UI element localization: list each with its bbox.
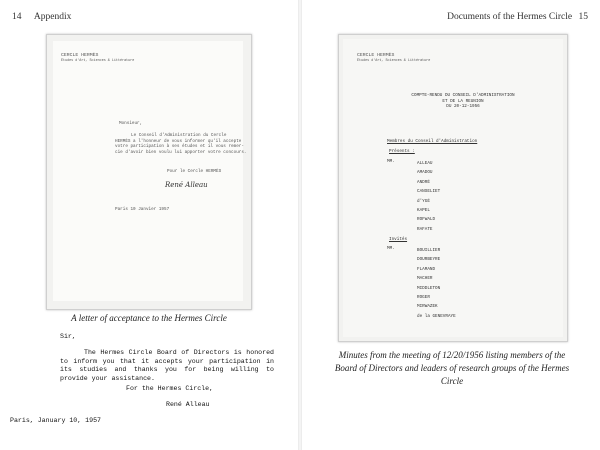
- translation-body: The Hermes Circle Board of Directors is honored to inform you that it accepts your participation in its studies and thanks you for being willing to provide your assistance.: [60, 349, 274, 382]
- running-head: Appendix: [33, 12, 72, 22]
- members-list: [417, 159, 440, 234]
- letter-line: Le Conseil d'Administration du Cercle: [131, 133, 227, 138]
- list-item: ROFWALD: [417, 217, 436, 223]
- list-item: MIDDLETON: [417, 285, 441, 291]
- letterhead: [357, 53, 430, 64]
- letter-salutation: Monsieur,: [119, 121, 143, 126]
- invited-list: [417, 246, 456, 321]
- letter-line: votre participation à ses études et il vous remer-: [115, 144, 244, 150]
- list-item: KAPEL: [417, 208, 430, 214]
- letterhead-title: CERCLE HERMÈS: [61, 53, 99, 58]
- minutes-title-line: COMPTE-RENDU DU CONSEIL D'ADMINISTRATION: [411, 93, 515, 98]
- translation-closing: For the Hermes Circle,: [126, 385, 214, 392]
- letterhead: [61, 53, 134, 64]
- members-prefix: MM.: [387, 159, 395, 164]
- page-number: 14: [12, 12, 22, 22]
- list-item: d'YGÉ: [417, 198, 430, 204]
- list-item: ANDRÉ: [417, 179, 430, 185]
- left-page-header: [12, 12, 71, 22]
- list-item: AMADOU: [417, 170, 433, 176]
- list-item: de la GENEVRAYE: [417, 313, 456, 319]
- minutes-paper: [343, 39, 563, 337]
- letterhead-title: CERCLE HERMÈS: [357, 53, 395, 58]
- letterhead-subtitle: Études d'Art, Sciences & Littérature: [357, 58, 431, 63]
- handwritten-signature: René Alleau: [165, 181, 208, 189]
- members-heading: Membres du Conseil d'Administration: [387, 139, 478, 144]
- present-label: Présents :: [389, 149, 415, 154]
- running-head: Documents of the Hermes Circle: [447, 12, 573, 22]
- left-page: [0, 0, 298, 450]
- page-number: 15: [578, 12, 588, 22]
- list-item: BOUILLIER: [417, 248, 441, 253]
- list-item: RAFATE: [417, 226, 433, 232]
- list-item: MIRWAZEK: [417, 304, 438, 310]
- right-page-header: [447, 12, 588, 22]
- letter-photo: [46, 34, 252, 310]
- left-caption: A letter of acceptance to the Hermes Circle: [71, 313, 227, 323]
- minutes-title-line: ET DE LA REUNION: [442, 98, 484, 104]
- invited-label: Invités: [389, 237, 408, 242]
- minutes-title-line: DU 20-12-1956: [446, 104, 480, 110]
- minutes-photo: [338, 34, 568, 342]
- list-item: DOURBEYRE: [417, 257, 441, 263]
- translation-salutation: Sir,: [60, 333, 76, 340]
- minutes-title: [393, 93, 533, 110]
- letter-closing: Pour le Cercle HERMÈS: [167, 169, 222, 174]
- letter-date: Paris 10 Janvier 1957: [115, 207, 170, 212]
- invited-prefix: MM.: [387, 246, 395, 251]
- list-item: ROGER: [417, 295, 430, 301]
- list-item: CANSELIET: [417, 189, 441, 195]
- list-item: MACHER: [417, 276, 433, 282]
- list-item: ALLEAU: [417, 161, 433, 166]
- letter-line: cie d'avoir bien voulu lui apporter votre concours.: [115, 149, 247, 155]
- list-item: FLAMAND: [417, 266, 436, 272]
- letterhead-subtitle: Études d'Art, Sciences & Littérature: [61, 58, 135, 63]
- letter-paper: [53, 41, 247, 301]
- right-caption: Minutes from the meeting of 12/20/1956 listing members of the Board of Directors and leaders of research groups of the Hermes Circle: [334, 350, 570, 386]
- letter-body: [115, 133, 247, 155]
- translation-signature: René Alleau: [166, 401, 210, 408]
- letter-line: HERMÈS a l'honneur de vous informer qu'il accepte: [115, 138, 242, 144]
- right-page: [302, 0, 600, 450]
- translation-date: Paris, January 10, 1957: [10, 417, 102, 424]
